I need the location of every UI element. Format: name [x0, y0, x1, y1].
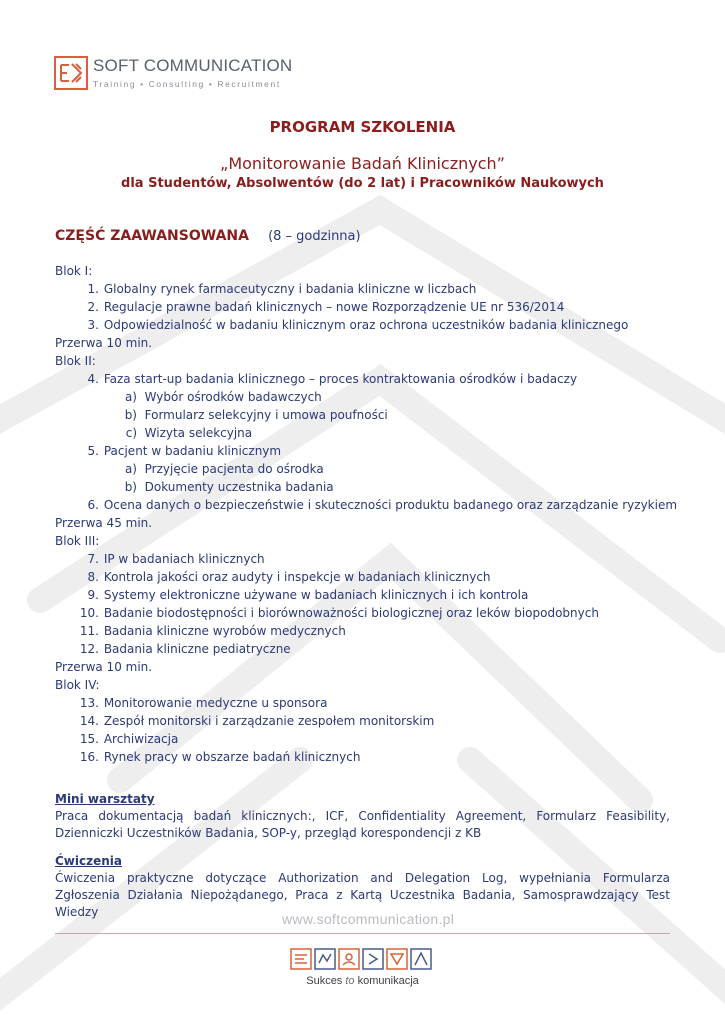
exercises-title: Ćwiczenia: [55, 854, 122, 868]
list-item: 3. Odpowiedzialność w badaniu klinicznym oraz ochrona uczestników badania klinicznego: [87, 318, 629, 332]
list-item: 7. IP w badaniach klinicznych: [87, 552, 265, 566]
block-heading: Blok III:: [55, 534, 100, 548]
mini-workshops-text: Praca dokumentacją badań klinicznych:, ICF, Confidentiality Agreement, Formularz Feasibility, Dzienniczki Uczestników Badania, SOP-y, przegląd korespondencji z KB: [55, 809, 670, 840]
company-logo: [54, 56, 292, 90]
course-title: „Monitorowanie Badań Klinicznych”: [220, 154, 505, 173]
list-item: 2. Regulacje prawne badań klinicznych – nowe Rozporządzenie UE nr 536/2014: [87, 300, 565, 314]
exercises-text: Ćwiczenia praktyczne dotyczące Authorization and Delegation Log, wypełniania Formularza Zgłoszenia Działania Niepożądanego, Praca z Kartą Uczestnika Badania, Samosprawdzający Test Wiedzy: [55, 871, 670, 919]
break-note: Przerwa 45 min.: [55, 516, 153, 530]
program-title: PROGRAM SZKOLENIA: [269, 118, 456, 136]
consulting-icon: [314, 948, 336, 970]
part-hours: (8 – godzinna): [268, 229, 361, 244]
break-note: Przerwa 10 min.: [55, 660, 153, 674]
footer-tagline: Sukces to komunikacja: [306, 975, 419, 987]
block-heading: Blok II:: [55, 354, 96, 368]
recruitment-icon: [338, 948, 360, 970]
list-item: 9. Systemy elektroniczne używane w badaniach klinicznych i ich kontrola: [87, 588, 529, 602]
list-item: 8. Kontrola jakości oraz audyty i inspekcje w badaniach klinicznych: [87, 570, 491, 584]
list-item: 11. Badania kliniczne wyrobów medycznych: [79, 624, 346, 638]
logo-mark-icon: [54, 56, 88, 90]
website-url[interactable]: www.softcommunication.pl: [282, 911, 455, 927]
footer-divider: [55, 933, 670, 934]
list-item: 12. Badania kliniczne pediatryczne: [79, 642, 291, 656]
list-item: 4. Faza start-up badania klinicznego – proces kontraktowania ośrodków i badaczy: [87, 372, 578, 386]
list-item: 10. Badanie biodostępności i biorównoważności biologicznej oraz leków biopodobnych: [79, 606, 599, 620]
mini-workshops-section: [55, 791, 670, 842]
logo-tagline: Training • Consulting • Recruitment: [93, 79, 281, 89]
sub-list-item: a) Przyjęcie pacjenta do ośrodka: [124, 462, 324, 476]
list-item: 14. Zespół monitorski i zarządzanie zespołem monitorskim: [79, 714, 435, 728]
sub-list-item: a) Wybór ośrodków badawczych: [124, 390, 322, 404]
list-item: 16. Rynek pracy w obszarze badań klinicznych: [79, 750, 361, 764]
logo-name: SOFT COMMUNICATION: [93, 56, 293, 75]
list-item: 5. Pacjent w badaniu klinicznym: [87, 444, 282, 458]
block-heading: Blok I:: [55, 264, 93, 278]
sub-list-item: b) Formularz selekcyjny i umowa poufności: [124, 408, 388, 422]
sub-list-item: c) Wizyta selekcyjna: [125, 426, 253, 440]
communication-icon: [362, 948, 384, 970]
block-heading: Blok IV:: [55, 678, 100, 692]
list-item: 15. Archiwizacja: [79, 732, 179, 746]
sub-list-item: b) Dokumenty uczestnika badania: [124, 480, 334, 494]
part-heading: [55, 225, 361, 244]
course-audience: dla Studentów, Absolwentów (do 2 lat) i Pracowników Naukowych: [121, 176, 604, 191]
mini-workshops-title: Mini warsztaty: [55, 792, 155, 806]
development-icon: [410, 948, 432, 970]
list-item: 1. Globalny rynek farmaceutyczny i badania kliniczne w liczbach: [87, 282, 477, 296]
part-title: CZĘŚĆ ZAAWANSOWANA: [55, 228, 249, 244]
agenda-list: [55, 262, 678, 766]
list-item: 6. Ocena danych o bezpieczeństwie i skuteczności produktu badanego oraz zarządzanie ryzykiem: [87, 498, 678, 512]
coaching-icon: [386, 948, 408, 970]
break-note: Przerwa 10 min.: [55, 336, 153, 350]
footer-icons: [290, 948, 432, 970]
training-icon: [290, 948, 312, 970]
list-item: 13. Monitorowanie medyczne u sponsora: [79, 696, 328, 710]
